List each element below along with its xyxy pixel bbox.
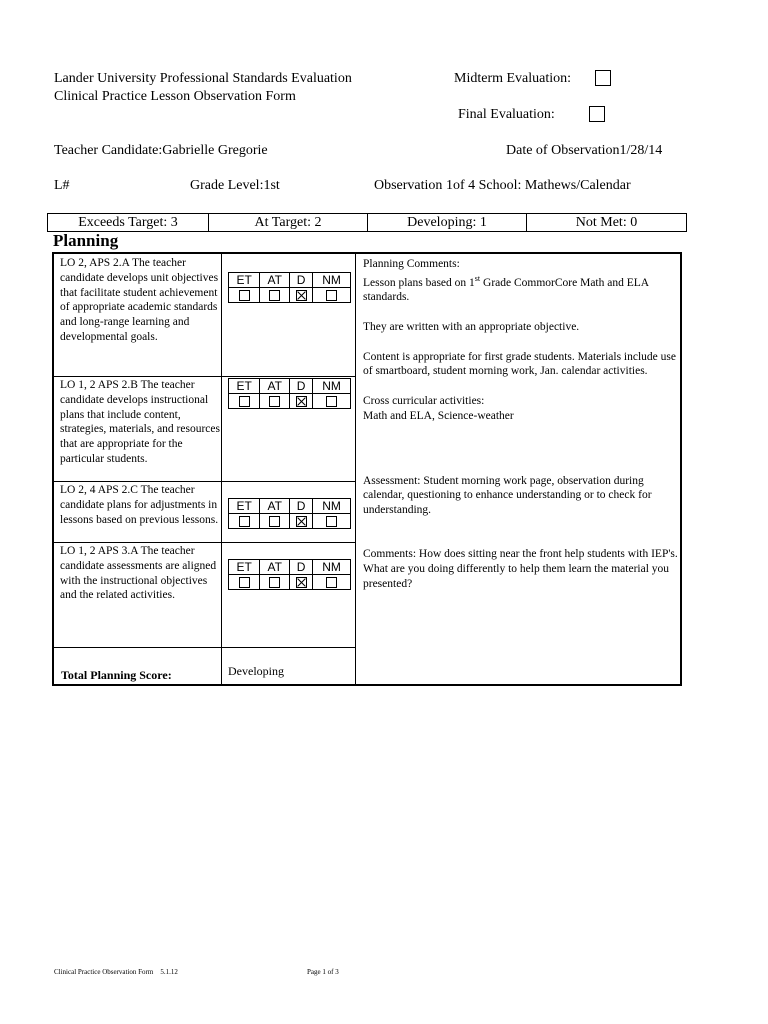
footer-page-number: Page 1 of 3 (307, 968, 339, 976)
nm-header: NM (313, 379, 351, 394)
teacher-candidate (54, 143, 268, 159)
rating-2c (228, 498, 351, 529)
at-checkbox[interactable] (269, 396, 280, 407)
et-header: ET (229, 499, 260, 514)
et-checkbox[interactable] (239, 396, 250, 407)
rating-scale (47, 213, 687, 232)
at-checkbox[interactable] (269, 516, 280, 527)
rating-3a (228, 559, 351, 590)
section-title: Planning (53, 231, 119, 250)
nm-checkbox[interactable] (326, 290, 337, 301)
lesson-plans-text: Lesson plans based on 1 (363, 276, 475, 289)
objective-comment: They are written with an appropriate objective. (363, 321, 580, 334)
cross-curricular-label: Cross curricular activities: (363, 395, 485, 407)
nm-header: NM (313, 499, 351, 514)
final-evaluation-label: Final Evaluation: (458, 107, 555, 122)
d-header: D (290, 379, 313, 394)
teacher-candidate-label: Teacher Candidate: (54, 143, 163, 158)
observation-value: 1of 4 (445, 178, 476, 193)
scale-developing: Developing: 1 (368, 214, 527, 231)
d-checkbox-checked[interactable] (296, 577, 307, 588)
midterm-evaluation-checkbox[interactable] (595, 70, 611, 86)
et-checkbox[interactable] (239, 577, 250, 588)
et-checkbox[interactable] (239, 290, 250, 301)
observation-school (374, 178, 631, 194)
at-checkbox[interactable] (269, 577, 280, 588)
form-title-line1: Lander University Professional Standards Evaluation (54, 71, 352, 86)
lesson-plans-text-cont: Grade CommorCore Math and ELA standards. (363, 276, 649, 304)
et-header: ET (229, 273, 260, 288)
et-header: ET (229, 560, 260, 575)
at-checkbox[interactable] (269, 290, 280, 301)
nm-header: NM (313, 560, 351, 575)
rating-2a (228, 272, 351, 303)
assessment-comment: Assessment: Student morning work page, observation during calendar, questioning to enhance understanding or to check for understanding. (363, 474, 652, 517)
et-header: ET (229, 379, 260, 394)
d-checkbox-checked[interactable] (296, 396, 307, 407)
footer-form-name (54, 968, 178, 976)
nm-checkbox[interactable] (326, 396, 337, 407)
scale-not-met: Not Met: 0 (575, 215, 638, 230)
d-header: D (290, 560, 313, 575)
teacher-candidate-name: Gabrielle Gregorie (162, 143, 268, 158)
content-comment: Content is appropriate for first grade students. Materials include use of smartboard, student morning work, Jan. calendar activities. (363, 350, 676, 378)
nm-checkbox[interactable] (326, 577, 337, 588)
scale-exceeds: Exceeds Target: 3 (48, 214, 209, 231)
standard-2b: LO 1, 2 APS 2.B The teacher candidate develops instructional plans that include content, strategies, materials, and resources that are appropriate for the particular students. (60, 379, 220, 465)
midterm-evaluation-label: Midterm Evaluation: (454, 71, 572, 86)
nm-header: NM (313, 273, 351, 288)
d-checkbox-checked[interactable] (296, 290, 307, 301)
school-value: Mathews/Calendar (524, 178, 631, 193)
grade-level-value: 1st (263, 178, 280, 193)
nm-checkbox[interactable] (326, 516, 337, 527)
rating-2b (228, 378, 351, 409)
total-planning-score-value[interactable]: Developing (228, 664, 284, 678)
scale-at-target: At Target: 2 (209, 214, 368, 231)
observation-date-value: 1/28/14 (619, 143, 663, 158)
observation-date (506, 143, 662, 159)
d-checkbox-checked[interactable] (296, 516, 307, 527)
standard-2a: LO 2, APS 2.A The teacher candidate develops unit objectives that facilitate student achievement of appropriate academic standards and long-range learning and developmental goals. (60, 257, 219, 343)
at-header: AT (260, 499, 290, 514)
at-header: AT (260, 379, 290, 394)
cross-curricular-value: Math and ELA, Science-weather (363, 409, 514, 422)
comments-heading: Planning Comments: (363, 258, 460, 270)
school-label: School: (478, 178, 522, 193)
final-evaluation-checkbox[interactable] (589, 106, 605, 122)
lesson-plans-sup: st (474, 273, 481, 283)
et-checkbox[interactable] (239, 516, 250, 527)
grade-level-label: Grade Level: (190, 178, 264, 193)
planning-comments (363, 257, 681, 606)
d-header: D (290, 499, 313, 514)
footer-version: 5.1.12 (160, 968, 178, 976)
footer-form-name-text: Clinical Practice Observation Form (54, 968, 154, 976)
standard-3a: LO 1, 2 APS 3.A The teacher candidate assessments are aligned with the instructional objectives and the related activities. (60, 545, 217, 602)
standard-2c: LO 2, 4 APS 2.C The teacher candidate plans for adjustments in lessons based on previous lessons. (60, 484, 219, 526)
d-header: D (290, 273, 313, 288)
observation-label: Observation (374, 178, 443, 193)
at-header: AT (260, 560, 290, 575)
at-header: AT (260, 273, 290, 288)
total-planning-score-label: Total Planning Score: (61, 668, 172, 682)
question-comment: Comments: How does sitting near the front help students with IEP's. What are you doing differently to help them learn the material you presented? (363, 547, 678, 590)
form-title-line2: Clinical Practice Lesson Observation Form (54, 89, 296, 104)
planning-table (52, 252, 682, 686)
grade-level (190, 178, 280, 194)
observation-date-label: Date of Observation (506, 143, 620, 158)
l-number-label: L# (54, 178, 70, 193)
